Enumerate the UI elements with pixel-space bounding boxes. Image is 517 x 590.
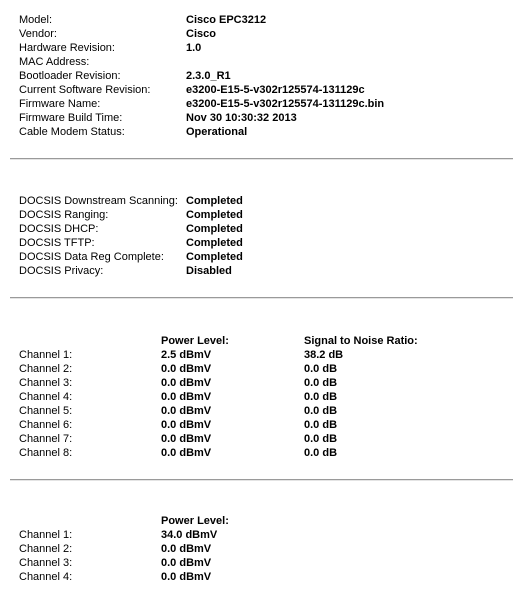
info-label: Firmware Name: (19, 98, 101, 110)
channel-label: Channel 3: (19, 557, 73, 569)
docsis-value: Disabled (186, 265, 232, 277)
docsis-value: Completed (186, 251, 243, 263)
info-value: Cisco (186, 28, 216, 40)
info-label: Firmware Build Time: (19, 112, 123, 124)
docsis-label: DOCSIS Privacy: (19, 265, 104, 277)
docsis-label: DOCSIS Data Reg Complete: (19, 251, 164, 263)
channel-label: Channel 8: (19, 447, 73, 459)
channel-snr: 0.0 dB (304, 433, 338, 445)
downstream-power-header: Power Level: (161, 335, 229, 347)
channel-power-level: 0.0 dBmV (161, 433, 212, 445)
channel-label: Channel 4: (19, 391, 73, 403)
channel-power-level: 0.0 dBmV (161, 557, 212, 569)
channel-power-level: 0.0 dBmV (161, 405, 212, 417)
docsis-value: Completed (186, 195, 243, 207)
channel-snr: 0.0 dB (304, 363, 338, 375)
channel-snr: 0.0 dB (304, 419, 338, 431)
channel-power-level: 0.0 dBmV (161, 543, 212, 555)
channel-label: Channel 3: (19, 377, 73, 389)
section-divider (10, 158, 513, 160)
channel-label: Channel 6: (19, 419, 73, 431)
info-label: Model: (19, 14, 53, 26)
channel-label: Channel 7: (19, 433, 73, 445)
info-label: MAC Address: (19, 56, 90, 68)
docsis-value: Completed (186, 223, 243, 235)
channel-label: Channel 5: (19, 405, 73, 417)
upstream-power-header: Power Level: (161, 515, 229, 527)
docsis-label: DOCSIS Ranging: (19, 209, 109, 221)
docsis-label: DOCSIS DHCP: (19, 223, 99, 235)
channel-label: Channel 2: (19, 543, 73, 555)
info-label: Hardware Revision: (19, 42, 115, 54)
docsis-value: Completed (186, 209, 243, 221)
channel-power-level: 0.0 dBmV (161, 363, 212, 375)
info-value: e3200-E15-5-v302r125574-131129c.bin (186, 98, 385, 110)
channel-label: Channel 1: (19, 529, 73, 541)
info-label: Current Software Revision: (19, 84, 151, 96)
info-value: 1.0 (186, 42, 202, 54)
channel-snr: 0.0 dB (304, 377, 338, 389)
docsis-label: DOCSIS Downstream Scanning: (19, 195, 178, 207)
section-divider (10, 297, 513, 299)
channel-snr: 0.0 dB (304, 447, 338, 459)
info-label: Bootloader Revision: (19, 70, 121, 82)
channel-snr: 38.2 dB (304, 349, 344, 361)
channel-power-level: 2.5 dBmV (161, 349, 212, 361)
channel-power-level: 0.0 dBmV (161, 419, 212, 431)
channel-power-level: 0.0 dBmV (161, 447, 212, 459)
info-value: e3200-E15-5-v302r125574-131129c (186, 84, 365, 96)
info-label: Cable Modem Status: (19, 126, 125, 138)
info-value: Operational (186, 126, 248, 138)
channel-snr: 0.0 dB (304, 391, 338, 403)
info-value: Nov 30 10:30:32 2013 (186, 112, 297, 124)
docsis-value: Completed (186, 237, 243, 249)
channel-power-level: 34.0 dBmV (161, 529, 218, 541)
downstream-snr-header: Signal to Noise Ratio: (304, 335, 418, 347)
docsis-label: DOCSIS TFTP: (19, 237, 95, 249)
section-divider (10, 479, 513, 481)
channel-power-level: 0.0 dBmV (161, 571, 212, 583)
info-value: Cisco EPC3212 (186, 14, 267, 26)
channel-label: Channel 2: (19, 363, 73, 375)
info-label: Vendor: (19, 28, 57, 40)
channel-power-level: 0.0 dBmV (161, 391, 212, 403)
info-value: 2.3.0_R1 (186, 70, 231, 82)
channel-snr: 0.0 dB (304, 405, 338, 417)
channel-label: Channel 1: (19, 349, 73, 361)
channel-label: Channel 4: (19, 571, 73, 583)
channel-power-level: 0.0 dBmV (161, 377, 212, 389)
